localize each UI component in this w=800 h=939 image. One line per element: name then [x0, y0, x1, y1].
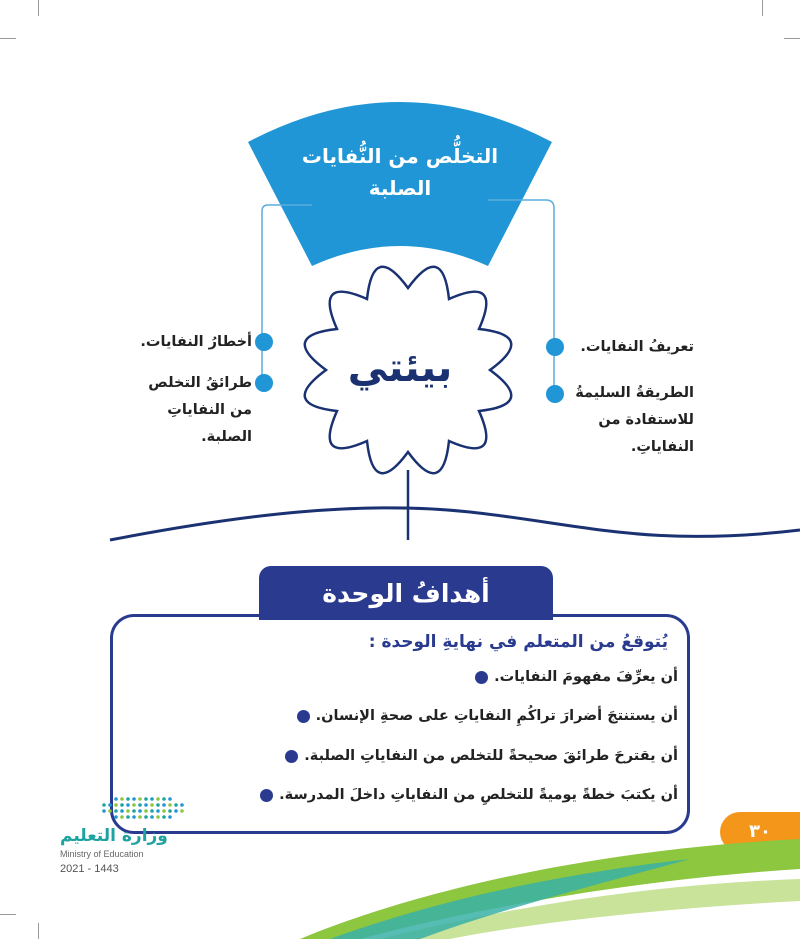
- logo-dot: [150, 815, 154, 819]
- logo-dot: [162, 815, 166, 819]
- ministry-name-ar: وزارة التعليم: [60, 826, 168, 846]
- topic-left-2: [148, 370, 252, 451]
- bottom-swoosh: [0, 829, 800, 939]
- logo-dot: [156, 803, 160, 807]
- goal-text: أن يكتبَ خطةً يوميةً للتخلصِ من النفاياتِ داخلَ المدرسة.: [279, 787, 678, 803]
- logo-dot: [168, 803, 172, 807]
- logo-dot: [168, 809, 172, 813]
- topic-line: النفاياتِ.: [630, 439, 694, 455]
- logo-dot: [138, 815, 142, 819]
- logo-dot: [138, 797, 142, 801]
- topic-line: الصلبة.: [201, 429, 252, 445]
- logo-dot: [102, 803, 106, 807]
- logo-dot: [108, 809, 112, 813]
- topic-right-2: [575, 380, 694, 461]
- bullet-icon: [260, 789, 273, 802]
- ministry-logo-icon: [98, 794, 190, 824]
- logo-dot: [132, 815, 136, 819]
- banner-title: [300, 140, 500, 204]
- logo-dot: [162, 797, 166, 801]
- logo-dot: [114, 797, 118, 801]
- logo-dot: [126, 815, 130, 819]
- topic-line: طرائقُ التخلص: [148, 375, 252, 391]
- topic-dot: [546, 385, 564, 403]
- logo-dot: [120, 815, 124, 819]
- logo-dot: [162, 803, 166, 807]
- logo-dot: [150, 797, 154, 801]
- topic-dot: [255, 333, 273, 351]
- logo-dot: [132, 809, 136, 813]
- goals-heading: أهدافُ الوحدة: [259, 566, 553, 620]
- logo-dot: [156, 809, 160, 813]
- goal-item: [285, 748, 678, 764]
- goals-intro: يُتوقعُ من المتعلم في نهايةِ الوحدة :: [368, 632, 668, 652]
- topic-line: للاستفادة من: [598, 412, 694, 428]
- goal-text: أن يستنتجَ أضرارَ تراكُمِ النفاياتِ على صحةِ الإنسان.: [315, 708, 678, 724]
- logo-dot: [126, 803, 130, 807]
- logo-dot: [156, 797, 160, 801]
- logo-dot: [156, 815, 160, 819]
- logo-dot: [114, 815, 118, 819]
- logo-dot: [150, 809, 154, 813]
- logo-dot: [174, 803, 178, 807]
- bullet-icon: [297, 710, 310, 723]
- logo-dot: [144, 815, 148, 819]
- topic-right-1: [580, 334, 694, 361]
- ministry-year: 2021 - 1443: [60, 863, 119, 875]
- logo-dot: [138, 809, 142, 813]
- topic-line: من النفاياتِ: [167, 402, 252, 418]
- logo-dot: [168, 815, 172, 819]
- logo-dot: [120, 803, 124, 807]
- logo-dot: [126, 797, 130, 801]
- topic-line: تعريفُ النفايات.: [580, 339, 694, 355]
- goal-item: [297, 708, 678, 724]
- logo-dot: [132, 803, 136, 807]
- banner-title-line-1: التخلُّص من النُّفايات: [301, 144, 499, 168]
- logo-dot: [174, 809, 178, 813]
- logo-dot: [120, 809, 124, 813]
- logo-dot: [168, 797, 172, 801]
- logo-dot: [102, 809, 106, 813]
- bullet-icon: [475, 671, 488, 684]
- logo-dot: [144, 797, 148, 801]
- logo-dot: [126, 809, 130, 813]
- logo-dot: [138, 803, 142, 807]
- topic-dot: [255, 374, 273, 392]
- logo-dot: [114, 809, 118, 813]
- logo-dot: [114, 803, 118, 807]
- ministry-name-en: Ministry of Education: [60, 849, 144, 859]
- logo-dot: [144, 803, 148, 807]
- logo-dot: [180, 803, 184, 807]
- ground-curve: [110, 508, 800, 540]
- topic-left-1: [140, 329, 252, 356]
- topic-line: أخطارُ النفايات.: [140, 334, 252, 350]
- logo-dot: [180, 809, 184, 813]
- logo-dot: [144, 809, 148, 813]
- bullet-icon: [285, 750, 298, 763]
- logo-dot: [120, 797, 124, 801]
- logo-dot: [150, 803, 154, 807]
- center-word: بيئتي: [347, 345, 453, 391]
- goal-item: [260, 787, 678, 803]
- topic-dot: [546, 338, 564, 356]
- page-number: ٣٠: [720, 812, 800, 852]
- logo-dot: [132, 797, 136, 801]
- goal-text: أن يقترحَ طرائقَ صحيحةً للتخلص من النفاياتِ الصلبة.: [304, 748, 678, 764]
- logo-dot: [162, 809, 166, 813]
- logo-dot: [108, 803, 112, 807]
- goal-item: [475, 669, 678, 685]
- topic-line: الطريقةُ السليمةُ: [575, 385, 694, 401]
- goal-text: أن يعرِّفَ مفهومَ النفايات.: [494, 669, 678, 685]
- banner-title-line-2: الصلبة: [368, 176, 432, 200]
